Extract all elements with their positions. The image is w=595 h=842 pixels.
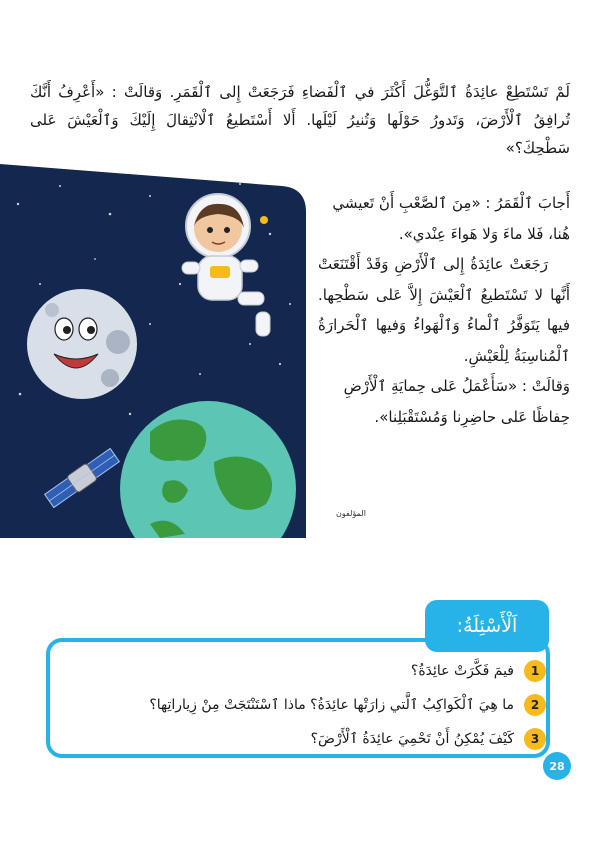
story-right-column [318,188,570,432]
question-number-badge: 1 [524,660,546,682]
question-text: فيمَ فَكَّرَتْ عائِدَةُ؟ [410,663,514,679]
questions-title: اَلْأَسْئِلَةُ: [425,600,549,652]
top-paragraph-text: لَمْ تَسْتَطِعْ عائِدَةُ ٱلتَّوَغُّلَ أَكْثَرَ في ٱلْفَضاءِ فَرَجَعَتْ إِلى ٱلْقَمَرِ. وَقالَتْ : «أَعْرِفُ أَنَّكَ تُرافِقُ ٱلْأَرْضَ، وَتَدورُ حَوْلَها وَتُنيرُ لَيْلَها. أَلا أَسْتَطيعُ ٱلْانْتِقالَ إِلَيْكَ وَٱلْعَيْشَ عَلى سَطْحِكَ؟» [30,83,570,157]
authors-credit: المؤلفون [336,509,366,518]
question-text: ما هِيَ ٱلْكَواكِبُ ٱلَّتي زارَتْها عائِدَةُ؟ ماذا ٱسْتَنْتَجَتْ مِنْ زِياراتِها؟ [149,697,514,713]
return-paragraph: رَجَعَتْ عائِدَةُ إِلى ٱلْأَرْضِ وَقَدْ أَقْتَنَعَتْ أَنَّها لا تَسْتَطيعُ ٱلْعَيْشَ إِلاَّ عَلى سَطْحِها. فيها يَتَوَفَّرُ ٱلْماءُ وَٱلْهَواءُ وَفيها ٱلْحَرارَةُ ٱلْمُناسِبَةُ لِلْعَيْشِ. [318,255,570,365]
question-number-badge: 3 [524,728,546,750]
final-quote: وَقالَتْ : «سَأَعْمَلُ عَلى حِمايَةِ ٱلْأَرْضِ حِفاظًا عَلى حاضِرِنا وَمُسْتَقْبَلِنا». [343,377,570,426]
question-item [60,722,546,756]
story-top-paragraph [30,78,570,162]
question-text: كَيْفَ يُمْكِنُ أَنْ تَحْمِيَ عائِدَةُ ٱلْأَرْضَ؟ [310,731,514,747]
smiling-moon [27,289,137,399]
question-number-badge: 2 [524,694,546,716]
questions-list [60,654,546,756]
question-item [60,654,546,688]
space-illustration [0,164,308,538]
page-number: 28 [543,752,571,780]
moon-answer: أَجابَ ٱلْقَمَرُ : «مِنَ ٱلصَّعْبِ أَنْ تَعيشي هُنا، فَلا ماءَ وَلا هَواءَ عِنْدي». [332,194,570,243]
question-item [60,688,546,722]
